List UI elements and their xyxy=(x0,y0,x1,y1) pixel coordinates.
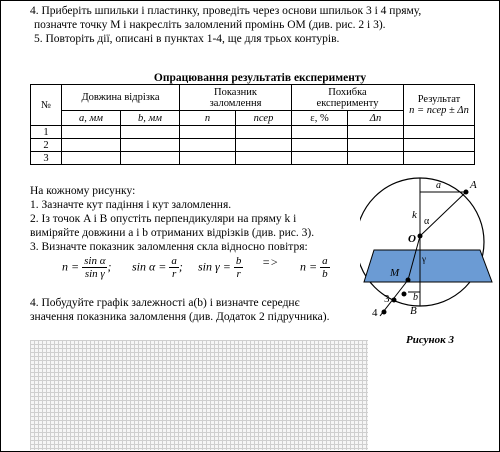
header-result xyxy=(404,85,475,126)
fraction-denominator: b xyxy=(322,268,328,280)
subheader-epsilon: ε, % xyxy=(292,111,348,126)
row-number: 3 xyxy=(31,152,62,165)
formula-lhs: n = xyxy=(300,259,318,274)
row-number: 1 xyxy=(31,126,62,139)
table-row xyxy=(31,152,475,165)
label-k: k xyxy=(412,209,417,221)
fraction-numerator: sin α xyxy=(84,255,106,267)
header-length: Довжина відрізка xyxy=(62,85,180,111)
fraction xyxy=(320,255,330,280)
label-B: B xyxy=(410,305,417,317)
subheader-delta-n: Δn xyxy=(348,111,404,126)
fraction-denominator: r xyxy=(236,268,241,280)
header-index-line2: заломлення xyxy=(209,97,262,109)
table-caption: Опрацювання результатів експерименту xyxy=(153,72,367,84)
task-2-line2: виміряйте довжини a і b отриманих відрізків (див. рис. 3). xyxy=(30,227,315,239)
label-3: 3 xyxy=(384,293,390,305)
glass-plate xyxy=(364,250,492,282)
task-4-line1: 4. Побудуйте графік залежності a(b) і визначте середнє xyxy=(30,297,300,309)
task-2-line1: 2. Із точок A і B опустіть перпендикуляри на пряму k і xyxy=(30,213,297,225)
refraction-diagram xyxy=(360,176,498,336)
fraction-denominator: sin γ xyxy=(84,268,105,280)
pin-4 xyxy=(382,310,387,315)
figure-caption: Рисунок 3 xyxy=(406,334,454,346)
point-M xyxy=(406,278,411,283)
formula-sin-alpha xyxy=(132,255,183,280)
table-row xyxy=(31,139,475,152)
label-M: M xyxy=(390,267,400,279)
separator: ; xyxy=(107,259,112,274)
separator: ; xyxy=(178,259,183,274)
header-error xyxy=(292,85,404,111)
header-error-line1: Похибка xyxy=(328,86,367,98)
instruction-5: 5. Повторіть дії, описані в пунктах 1-4, ще для трьох контурів. xyxy=(34,33,340,45)
label-alpha: α xyxy=(424,216,430,227)
formula-sin-gamma xyxy=(198,255,243,280)
incident-ray xyxy=(420,192,466,236)
task-1: 1. Зазначте кут падіння і кут заломлення. xyxy=(30,199,232,211)
fraction-numerator: b xyxy=(235,255,242,267)
formula-n-sin xyxy=(62,255,111,280)
table-row xyxy=(31,126,475,139)
subheader-b: b, мм xyxy=(121,111,180,126)
subheader-n-avg: nсер xyxy=(236,111,292,126)
formula-n-ratio xyxy=(300,255,330,280)
header-error-line2: експерименту xyxy=(316,97,379,109)
header-number: № xyxy=(31,85,62,126)
pin-3 xyxy=(392,298,397,303)
header-index xyxy=(180,85,292,111)
formula-lhs: sin α = xyxy=(132,259,167,274)
fraction-denominator: r xyxy=(172,268,177,280)
instruction-4-line2: позначте точку M і накресліть заломлений промінь OM (див. рис. 2 і 3). xyxy=(34,19,386,31)
subheader-n: n xyxy=(180,111,236,126)
header-result-line1: Результат xyxy=(417,94,461,105)
formula-lhs: n = xyxy=(62,259,80,274)
label-gamma: γ xyxy=(422,254,426,264)
row-number: 2 xyxy=(31,139,62,152)
label-4: 4 xyxy=(372,307,378,319)
results-table xyxy=(30,84,475,165)
fraction-numerator: a xyxy=(322,255,328,267)
task-4-line2: значення показника заломлення (див. Додаток 2 підручника). xyxy=(30,311,330,323)
label-a: a xyxy=(436,180,441,191)
formula-lhs: sin γ = xyxy=(198,259,231,274)
label-A: A xyxy=(470,179,477,191)
label-O: O xyxy=(408,233,416,245)
instruction-4-line1: 4. Приберіть шпильки і пластинку, проведіть через основи шпильок 3 і 4 пряму, xyxy=(30,5,422,17)
point-B xyxy=(402,292,407,297)
fraction xyxy=(234,255,244,280)
formula-arrow: => xyxy=(262,255,279,269)
point-O xyxy=(418,234,423,239)
point-A xyxy=(464,190,469,195)
graph-paper xyxy=(30,340,368,450)
header-result-line2: n = nсер ± Δn xyxy=(409,105,469,116)
header-index-line1: Показник xyxy=(214,86,257,98)
task-3: 3. Визначте показник заломлення скла відносно повітря: xyxy=(30,241,308,253)
subheader-a: a, мм xyxy=(62,111,121,126)
circle xyxy=(360,178,484,306)
fraction xyxy=(82,255,107,280)
label-b: b xyxy=(413,292,418,303)
fraction-numerator: a xyxy=(171,255,177,267)
fraction xyxy=(169,255,179,280)
task-intro: На кожному рисунку: xyxy=(30,185,136,197)
